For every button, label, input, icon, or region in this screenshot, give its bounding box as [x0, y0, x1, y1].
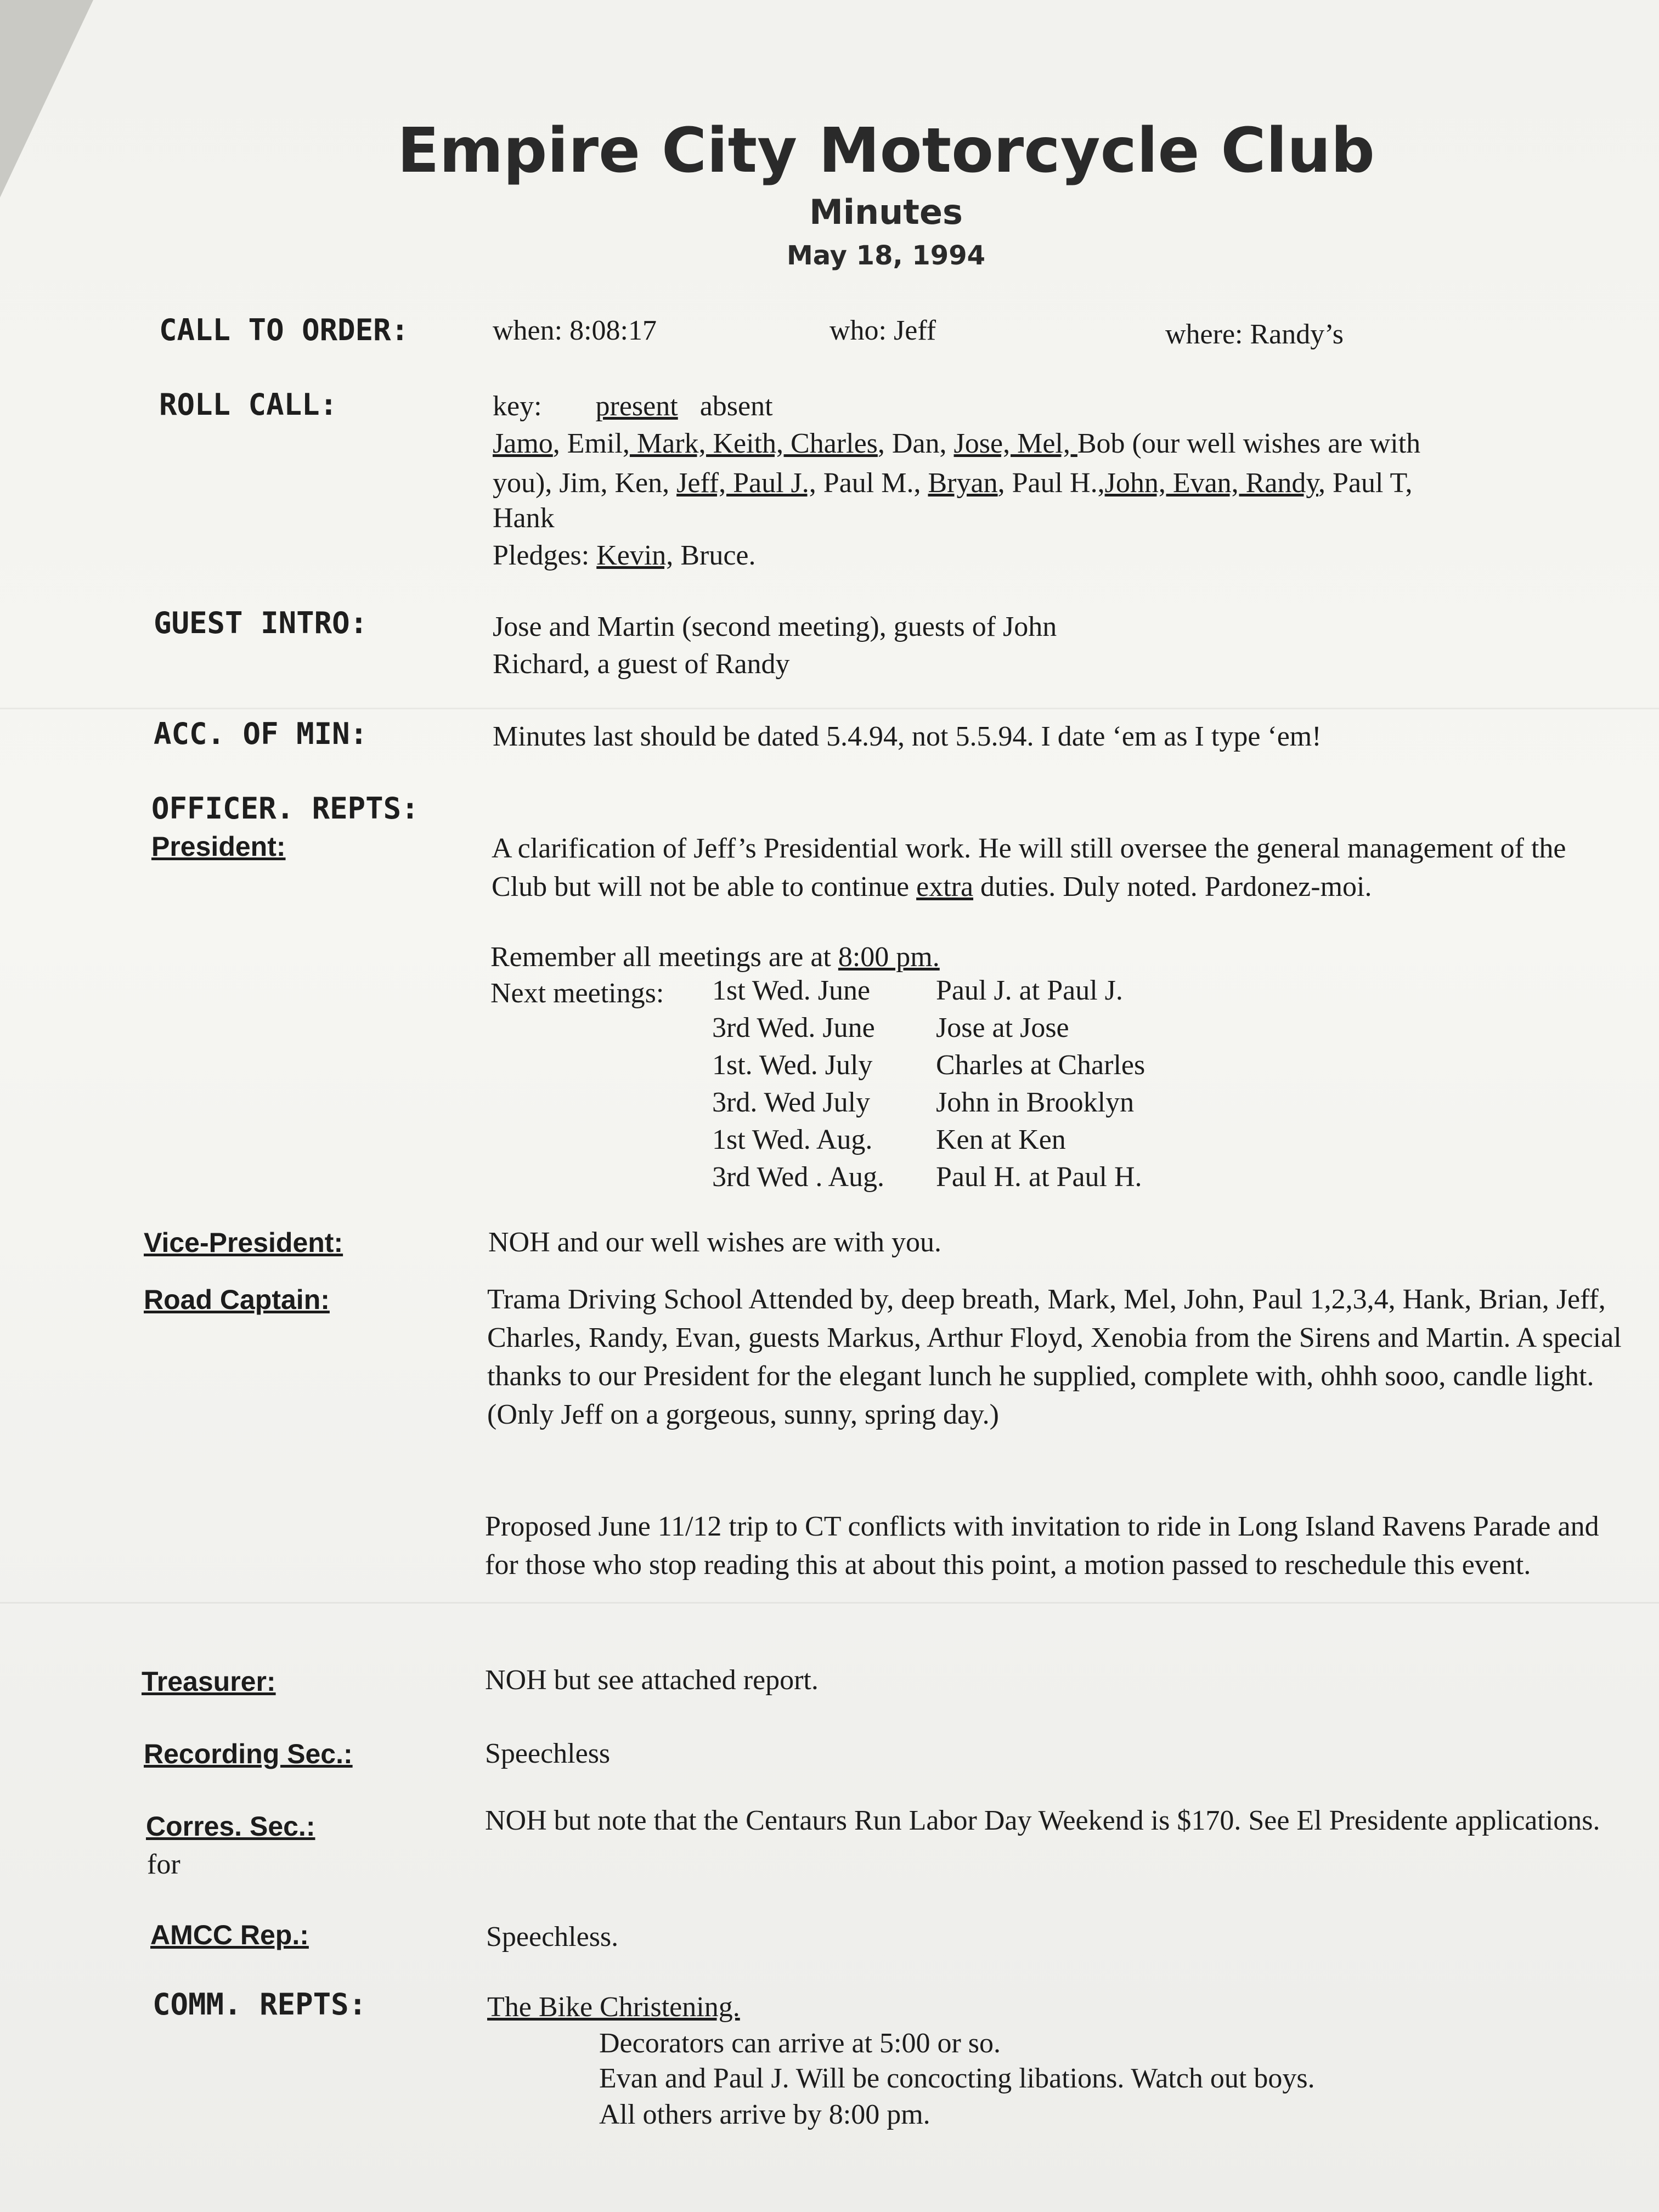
- recording-sec-label: Recording Sec.:: [144, 1739, 353, 1769]
- treasurer-report: NOH but see attached report.: [485, 1664, 819, 1696]
- member-present: Jose, Mel,: [953, 428, 1077, 459]
- officer-reports-heading: OFFICER. REPTS:: [151, 791, 419, 826]
- bike-christening-title-text: The Bike Christening.: [487, 1991, 740, 2023]
- call-where: where: Randy’s: [1165, 319, 1344, 350]
- president-report-emphasis: extra: [916, 871, 974, 902]
- member-present: Jeff, Paul J.,: [676, 467, 816, 499]
- meeting-date: 1st. Wed. July: [712, 1049, 873, 1081]
- vice-president-label: Vice-President:: [144, 1227, 343, 1258]
- member-absent: Bob (our well wishes are with: [1077, 428, 1421, 459]
- meeting-date: 3rd Wed. June: [712, 1012, 875, 1043]
- amcc-rep-label: AMCC Rep.:: [150, 1920, 309, 1950]
- roll-call-line-2: [493, 464, 1412, 503]
- meeting-date: May 18, 1994: [786, 240, 985, 271]
- amcc-rep-report: Speechless.: [486, 1921, 619, 1953]
- corres-sec-for: for: [147, 1849, 180, 1880]
- corres-sec-report: NOH but note that the Centaurs Run Labor Day Weekend is $170. See El Presidente applications.: [485, 1805, 1600, 1836]
- meeting-time: 8:00 pm.: [838, 941, 940, 973]
- bike-christening-title: [487, 1988, 740, 2027]
- next-meetings-label: Next meetings:: [490, 978, 664, 1009]
- member-absent: , Paul H.,: [997, 467, 1105, 499]
- committee-line-1: Decorators can arrive at 5:00 or so.: [599, 2028, 1001, 2059]
- key-label: key:: [493, 391, 542, 422]
- meeting-time-reminder: [490, 938, 940, 977]
- committee-line-3: All others arrive by 8:00 pm.: [599, 2099, 930, 2130]
- president-report-text: duties. Duly noted. Pardonez-moi.: [973, 871, 1372, 902]
- paper-fold-line: [0, 1602, 1659, 1604]
- president-label: President:: [151, 831, 286, 862]
- member-absent: , Emil,: [552, 428, 630, 459]
- member-absent: , Dan,: [877, 428, 954, 459]
- reminder-text: Remember all meetings are at: [490, 941, 838, 973]
- pledges-label: Pledges:: [493, 540, 597, 571]
- call-to-order-heading: CALL TO ORDER:: [159, 313, 409, 347]
- president-report: [492, 830, 1622, 906]
- meeting-date: 1st Wed. June: [712, 975, 871, 1006]
- committee-line-2: Evan and Paul J. Will be concocting libations. Watch out boys.: [599, 2063, 1315, 2094]
- key-present: present: [595, 391, 678, 422]
- pledge-present: Kevin,: [596, 540, 674, 571]
- acc-of-min-text: Minutes last should be dated 5.4.94, not 5.5.94. I date ‘em as I type ‘em!: [493, 721, 1322, 752]
- pledge-absent: Bruce.: [673, 540, 756, 571]
- paper-fold-line: [0, 708, 1659, 709]
- meeting-host: Jose at Jose: [936, 1012, 1069, 1043]
- road-captain-report: Trama Driving School Attended by, deep breath, Mark, Mel, John, Paul 1,2,3,4, Hank, Brian, Jeff, Charles, Randy, Evan, guests Markus, Arthur Floyd, Xenobia from the Sirens and Martin. A special thanks to our President for the elegant lunch he supplied, complete with, ohhh sooo, candle light. (Only Jeff on a gorgeous, sunny, spring day.): [487, 1284, 1622, 1430]
- treasurer-label: Treasurer:: [142, 1666, 276, 1697]
- member-present: Mark, Keith, Charles: [629, 428, 878, 459]
- meetings-schedule: [712, 974, 1206, 1205]
- roll-call-key: [493, 387, 773, 426]
- meeting-host: Charles at Charles: [936, 1049, 1146, 1081]
- committee-reports-heading: COMM. REPTS:: [153, 1987, 367, 2022]
- roll-call-line-3: Hank: [493, 503, 555, 534]
- key-absent: absent: [699, 391, 773, 422]
- call-who: who: Jeff: [830, 315, 936, 346]
- road-captain-proposal: Proposed June 11/12 trip to CT conflicts with invitation to ride in Long Island Ravens Parade and for those who stop reading this at about this point, a motion passed to reschedule this event.: [485, 1511, 1599, 1581]
- meeting-date: 3rd. Wed July: [712, 1087, 871, 1118]
- guest-intro-heading: GUEST INTRO:: [154, 606, 368, 640]
- meeting-host: Paul H. at Paul H.: [936, 1161, 1142, 1193]
- member-present: Bryan: [928, 467, 998, 499]
- member-absent: you), Jim, Ken,: [493, 467, 677, 499]
- call-when: when: 8:08:17: [493, 315, 657, 346]
- president-report-text: A clarification of Jeff’s Presidential work. He will still oversee the general management of the Club but will not be able to continue: [492, 833, 1566, 902]
- roll-call-line-1: [493, 425, 1420, 463]
- guest-intro-line-1: Jose and Martin (second meeting), guests of John: [493, 611, 1057, 642]
- meeting-date: 1st Wed. Aug.: [712, 1124, 873, 1155]
- member-absent: , Paul T,: [1318, 467, 1413, 499]
- vice-president-report: NOH and our well wishes are with you.: [488, 1227, 942, 1258]
- roll-call-pledges: [493, 537, 755, 575]
- meeting-host: Ken at Ken: [936, 1124, 1066, 1155]
- acc-of-min-heading: ACC. OF MIN:: [154, 716, 368, 751]
- document-subtitle: Minutes: [809, 192, 963, 232]
- member-absent: Paul M.,: [816, 467, 928, 499]
- recording-sec-report: Speechless: [485, 1738, 611, 1769]
- member-present: John, Evan, Randy: [1104, 467, 1319, 499]
- corres-sec-label: Corres. Sec.:: [146, 1811, 315, 1842]
- club-title: Empire City Motorcycle Club: [397, 115, 1375, 187]
- guest-intro-line-2: Richard, a guest of Randy: [493, 648, 790, 680]
- meeting-host: Paul J. at Paul J.: [936, 975, 1123, 1006]
- road-captain-label: Road Captain:: [144, 1284, 330, 1315]
- roll-call-heading: ROLL CALL:: [159, 387, 338, 422]
- member-present: Jamo: [493, 428, 553, 459]
- meeting-date: 3rd Wed . Aug.: [712, 1161, 885, 1193]
- meeting-host: John in Brooklyn: [936, 1087, 1135, 1118]
